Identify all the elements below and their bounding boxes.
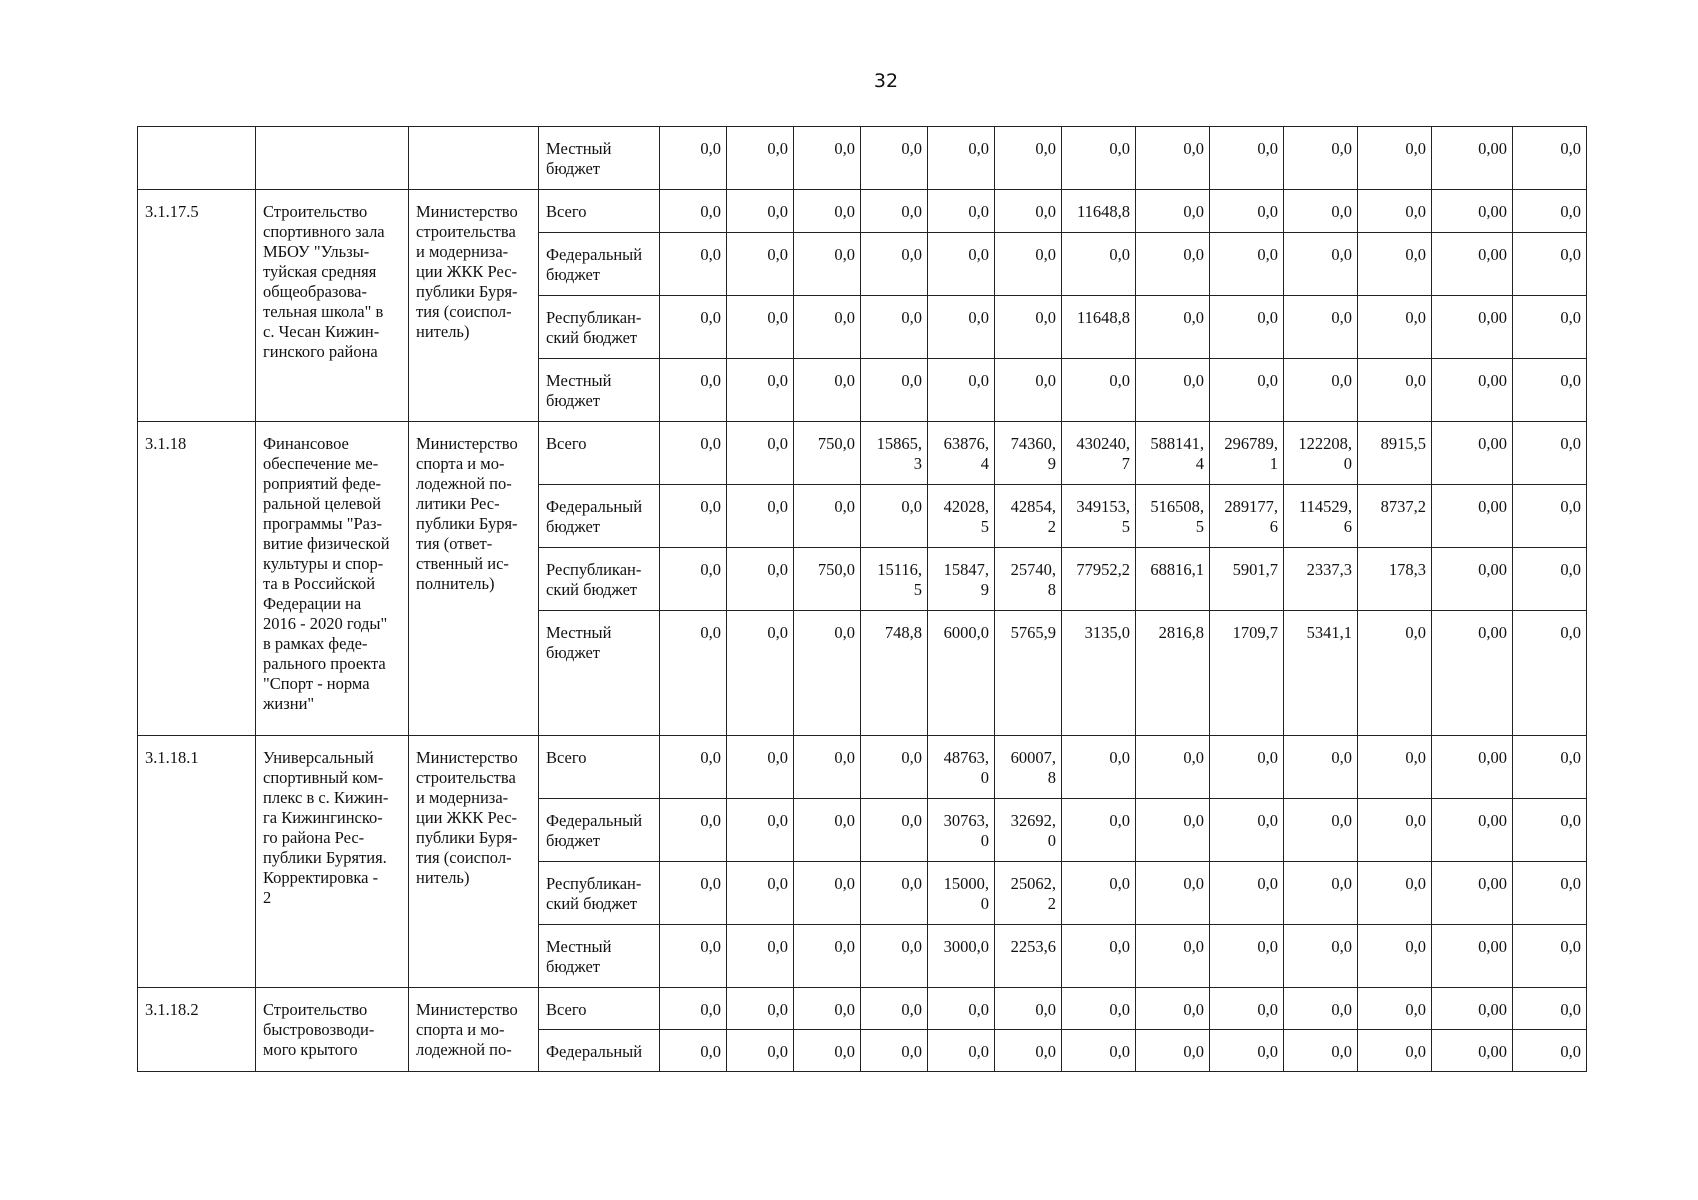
amount-cell: 0,0 xyxy=(861,485,928,548)
amount-cell: 0,0 xyxy=(1284,190,1358,233)
amount-cell: 0,0 xyxy=(995,359,1062,422)
amount-cell: 0,0 xyxy=(1284,925,1358,988)
amount-cell: 0,0 xyxy=(1284,1030,1358,1072)
amount-cell: 0,0 xyxy=(660,925,727,988)
funding-source: Всего xyxy=(539,422,660,485)
amount-cell: 0,0 xyxy=(727,359,794,422)
amount-cell: 0,0 xyxy=(1284,862,1358,925)
amount-cell: 0,0 xyxy=(794,127,861,190)
amount-cell: 0,00 xyxy=(1432,190,1513,233)
funding-source: Всего xyxy=(539,736,660,799)
amount-cell: 3000,0 xyxy=(928,925,995,988)
amount-cell: 0,0 xyxy=(928,233,995,296)
amount-cell: 0,0 xyxy=(1136,1030,1210,1072)
amount-cell: 0,0 xyxy=(727,127,794,190)
amount-cell: 0,0 xyxy=(861,296,928,359)
amount-cell: 0,0 xyxy=(928,127,995,190)
amount-cell: 0,0 xyxy=(727,799,794,862)
amount-cell: 0,0 xyxy=(1358,359,1432,422)
amount-cell: 0,0 xyxy=(660,988,727,1030)
funding-source: Республикан- ский бюджет xyxy=(539,862,660,925)
item-executor: Министерство строительства и модерниза- ции ЖКК Рес- публики Буря- тия (соиспол- нитель) xyxy=(409,190,539,422)
amount-cell: 430240, 7 xyxy=(1062,422,1136,485)
amount-cell: 0,0 xyxy=(1136,799,1210,862)
amount-cell: 5765,9 xyxy=(995,611,1062,736)
amount-cell: 0,00 xyxy=(1432,799,1513,862)
amount-cell: 0,0 xyxy=(1062,862,1136,925)
amount-cell: 0,0 xyxy=(1210,190,1284,233)
amount-cell: 0,0 xyxy=(1513,190,1587,233)
table-row xyxy=(138,422,1587,485)
amount-cell: 0,0 xyxy=(660,233,727,296)
amount-cell: 0,0 xyxy=(1513,988,1587,1030)
amount-cell: 0,0 xyxy=(1513,799,1587,862)
amount-cell: 11648,8 xyxy=(1062,190,1136,233)
amount-cell: 0,0 xyxy=(1513,422,1587,485)
amount-cell: 0,0 xyxy=(660,611,727,736)
amount-cell: 0,0 xyxy=(995,296,1062,359)
amount-cell: 0,0 xyxy=(794,359,861,422)
amount-cell: 0,0 xyxy=(794,485,861,548)
amount-cell: 8915,5 xyxy=(1358,422,1432,485)
amount-cell: 0,0 xyxy=(794,799,861,862)
amount-cell: 2816,8 xyxy=(1136,611,1210,736)
amount-cell: 0,0 xyxy=(727,611,794,736)
amount-cell: 0,0 xyxy=(794,988,861,1030)
amount-cell: 0,0 xyxy=(727,485,794,548)
amount-cell: 15847, 9 xyxy=(928,548,995,611)
amount-cell: 588141, 4 xyxy=(1136,422,1210,485)
funding-source: Федеральный бюджет xyxy=(539,799,660,862)
amount-cell: 0,0 xyxy=(1513,485,1587,548)
amount-cell: 0,0 xyxy=(794,296,861,359)
amount-cell: 0,0 xyxy=(1062,736,1136,799)
amount-cell: 0,0 xyxy=(861,127,928,190)
amount-cell: 0,00 xyxy=(1432,925,1513,988)
amount-cell: 0,0 xyxy=(995,988,1062,1030)
amount-cell: 0,0 xyxy=(1210,1030,1284,1072)
amount-cell: 0,00 xyxy=(1432,359,1513,422)
amount-cell: 15000, 0 xyxy=(928,862,995,925)
amount-cell: 0,0 xyxy=(1513,736,1587,799)
item-executor xyxy=(409,127,539,190)
amount-cell: 0,0 xyxy=(1062,925,1136,988)
amount-cell: 0,00 xyxy=(1432,862,1513,925)
amount-cell: 0,0 xyxy=(1136,862,1210,925)
amount-cell: 1709,7 xyxy=(1210,611,1284,736)
amount-cell: 0,0 xyxy=(727,190,794,233)
amount-cell: 0,0 xyxy=(794,1030,861,1072)
amount-cell: 0,0 xyxy=(1062,359,1136,422)
amount-cell: 0,0 xyxy=(660,485,727,548)
amount-cell: 0,0 xyxy=(727,736,794,799)
amount-cell: 0,0 xyxy=(1513,233,1587,296)
amount-cell: 0,0 xyxy=(1284,233,1358,296)
amount-cell: 0,0 xyxy=(1062,233,1136,296)
amount-cell: 0,0 xyxy=(727,1030,794,1072)
item-code: 3.1.18.1 xyxy=(138,736,256,988)
amount-cell: 0,0 xyxy=(794,925,861,988)
item-code: 3.1.18 xyxy=(138,422,256,736)
amount-cell: 0,00 xyxy=(1432,1030,1513,1072)
amount-cell: 0,0 xyxy=(1513,611,1587,736)
amount-cell: 0,00 xyxy=(1432,422,1513,485)
item-code xyxy=(138,127,256,190)
amount-cell: 63876, 4 xyxy=(928,422,995,485)
amount-cell: 0,0 xyxy=(995,190,1062,233)
amount-cell: 25062, 2 xyxy=(995,862,1062,925)
amount-cell: 0,0 xyxy=(1136,190,1210,233)
amount-cell: 60007, 8 xyxy=(995,736,1062,799)
amount-cell: 0,0 xyxy=(1136,296,1210,359)
amount-cell: 11648,8 xyxy=(1062,296,1136,359)
amount-cell: 74360, 9 xyxy=(995,422,1062,485)
funding-source: Республикан- ский бюджет xyxy=(539,548,660,611)
amount-cell: 296789, 1 xyxy=(1210,422,1284,485)
table-row xyxy=(138,127,1587,190)
amount-cell: 0,0 xyxy=(1210,799,1284,862)
amount-cell: 0,0 xyxy=(1358,190,1432,233)
funding-source: Федеральный бюджет xyxy=(539,233,660,296)
item-name xyxy=(256,127,409,190)
amount-cell: 0,0 xyxy=(1284,736,1358,799)
amount-cell: 5341,1 xyxy=(1284,611,1358,736)
amount-cell: 0,0 xyxy=(727,233,794,296)
amount-cell: 0,0 xyxy=(1136,127,1210,190)
amount-cell: 6000,0 xyxy=(928,611,995,736)
amount-cell: 0,00 xyxy=(1432,233,1513,296)
amount-cell: 122208, 0 xyxy=(1284,422,1358,485)
amount-cell: 0,0 xyxy=(1210,988,1284,1030)
amount-cell: 0,0 xyxy=(1358,296,1432,359)
item-name: Строительство спортивного зала МБОУ "Ульзы- туйская средняя общеобразова- тельная школа" в с. Чесан Кижин- гинского района xyxy=(256,190,409,422)
amount-cell: 750,0 xyxy=(794,422,861,485)
amount-cell: 0,0 xyxy=(1136,736,1210,799)
amount-cell: 748,8 xyxy=(861,611,928,736)
amount-cell: 0,0 xyxy=(1062,1030,1136,1072)
amount-cell: 0,00 xyxy=(1432,548,1513,611)
table-row xyxy=(138,190,1587,233)
amount-cell: 0,0 xyxy=(660,799,727,862)
item-code: 3.1.18.2 xyxy=(138,988,256,1072)
amount-cell: 0,0 xyxy=(1513,359,1587,422)
amount-cell: 0,0 xyxy=(1284,127,1358,190)
amount-cell: 0,0 xyxy=(1358,233,1432,296)
amount-cell: 42028, 5 xyxy=(928,485,995,548)
amount-cell: 25740, 8 xyxy=(995,548,1062,611)
amount-cell: 0,0 xyxy=(1062,988,1136,1030)
amount-cell: 0,00 xyxy=(1432,611,1513,736)
amount-cell: 0,0 xyxy=(1358,862,1432,925)
item-name: Финансовое обеспечение ме- роприятий феде- ральной целевой программы "Раз- витие физической культуры и спор- та в Российской Федерации на 2016 - 2020 годы" в рамках феде- рального проекта "Спорт - норма жизни" xyxy=(256,422,409,736)
table-row xyxy=(138,736,1587,799)
amount-cell: 0,00 xyxy=(1432,988,1513,1030)
amount-cell: 0,0 xyxy=(1358,127,1432,190)
amount-cell: 0,0 xyxy=(1358,736,1432,799)
funding-source: Местный бюджет xyxy=(539,127,660,190)
amount-cell: 0,0 xyxy=(660,1030,727,1072)
amount-cell: 0,0 xyxy=(1210,925,1284,988)
amount-cell: 8737,2 xyxy=(1358,485,1432,548)
funding-source: Всего xyxy=(539,988,660,1030)
amount-cell: 0,0 xyxy=(1513,548,1587,611)
item-executor: Министерство строительства и модерниза- ции ЖКК Рес- публики Буря- тия (соиспол- нитель) xyxy=(409,736,539,988)
amount-cell: 750,0 xyxy=(794,548,861,611)
amount-cell: 0,00 xyxy=(1432,736,1513,799)
amount-cell: 0,0 xyxy=(1358,799,1432,862)
amount-cell: 32692, 0 xyxy=(995,799,1062,862)
amount-cell: 0,0 xyxy=(995,1030,1062,1072)
amount-cell: 0,0 xyxy=(861,233,928,296)
amount-cell: 0,0 xyxy=(1136,233,1210,296)
amount-cell: 0,0 xyxy=(660,862,727,925)
budget-table xyxy=(137,126,1587,1072)
funding-source: Федеральный бюджет xyxy=(539,485,660,548)
amount-cell: 0,0 xyxy=(928,988,995,1030)
amount-cell: 0,0 xyxy=(995,233,1062,296)
amount-cell: 0,0 xyxy=(1513,925,1587,988)
amount-cell: 0,0 xyxy=(727,422,794,485)
funding-source: Федеральный xyxy=(539,1030,660,1072)
amount-cell: 0,0 xyxy=(1210,127,1284,190)
amount-cell: 0,0 xyxy=(1136,925,1210,988)
item-name: Строительство быстровозводи- мого крытого xyxy=(256,988,409,1072)
amount-cell: 0,0 xyxy=(861,988,928,1030)
table-row xyxy=(138,988,1587,1030)
amount-cell: 0,0 xyxy=(727,862,794,925)
amount-cell: 0,0 xyxy=(861,925,928,988)
amount-cell: 0,0 xyxy=(1284,296,1358,359)
amount-cell: 0,0 xyxy=(794,611,861,736)
amount-cell: 0,0 xyxy=(660,296,727,359)
amount-cell: 0,0 xyxy=(794,233,861,296)
funding-source: Местный бюджет xyxy=(539,925,660,988)
amount-cell: 0,0 xyxy=(1513,1030,1587,1072)
amount-cell: 77952,2 xyxy=(1062,548,1136,611)
amount-cell: 0,0 xyxy=(1358,1030,1432,1072)
amount-cell: 0,0 xyxy=(1136,359,1210,422)
amount-cell: 0,0 xyxy=(861,1030,928,1072)
amount-cell: 289177, 6 xyxy=(1210,485,1284,548)
amount-cell: 0,0 xyxy=(727,988,794,1030)
amount-cell: 0,0 xyxy=(1210,862,1284,925)
amount-cell: 0,00 xyxy=(1432,127,1513,190)
amount-cell: 0,0 xyxy=(861,190,928,233)
amount-cell: 0,0 xyxy=(1210,736,1284,799)
funding-source: Местный бюджет xyxy=(539,359,660,422)
amount-cell: 0,0 xyxy=(1358,925,1432,988)
amount-cell: 0,0 xyxy=(660,422,727,485)
item-executor: Министерство спорта и мо- лодежной по- xyxy=(409,988,539,1072)
amount-cell: 0,0 xyxy=(1358,611,1432,736)
amount-cell: 0,0 xyxy=(928,296,995,359)
amount-cell: 68816,1 xyxy=(1136,548,1210,611)
amount-cell: 0,0 xyxy=(1062,127,1136,190)
amount-cell: 0,0 xyxy=(660,127,727,190)
amount-cell: 15865, 3 xyxy=(861,422,928,485)
amount-cell: 0,0 xyxy=(1210,359,1284,422)
amount-cell: 0,0 xyxy=(727,548,794,611)
page-number: 32 xyxy=(873,70,899,92)
amount-cell: 349153, 5 xyxy=(1062,485,1136,548)
amount-cell: 0,0 xyxy=(1284,799,1358,862)
amount-cell: 0,00 xyxy=(1432,296,1513,359)
amount-cell: 0,0 xyxy=(794,736,861,799)
amount-cell: 30763, 0 xyxy=(928,799,995,862)
amount-cell: 0,0 xyxy=(1358,988,1432,1030)
amount-cell: 0,0 xyxy=(1513,127,1587,190)
item-name: Универсальный спортивный ком- плекс в с. Кижин- га Кижингинско- го района Рес- публики Бурятия. Корректировка - 2 xyxy=(256,736,409,988)
amount-cell: 0,0 xyxy=(861,799,928,862)
amount-cell: 0,0 xyxy=(1136,988,1210,1030)
amount-cell: 0,0 xyxy=(727,925,794,988)
amount-cell: 0,0 xyxy=(928,190,995,233)
amount-cell: 0,0 xyxy=(1210,296,1284,359)
amount-cell: 0,0 xyxy=(1284,988,1358,1030)
amount-cell: 0,0 xyxy=(794,190,861,233)
amount-cell: 0,0 xyxy=(660,548,727,611)
amount-cell: 5901,7 xyxy=(1210,548,1284,611)
amount-cell: 0,0 xyxy=(1210,233,1284,296)
amount-cell: 0,0 xyxy=(861,359,928,422)
amount-cell: 0,0 xyxy=(995,127,1062,190)
amount-cell: 0,0 xyxy=(928,359,995,422)
amount-cell: 2253,6 xyxy=(995,925,1062,988)
item-code: 3.1.17.5 xyxy=(138,190,256,422)
amount-cell: 48763, 0 xyxy=(928,736,995,799)
amount-cell: 114529, 6 xyxy=(1284,485,1358,548)
amount-cell: 0,0 xyxy=(1062,799,1136,862)
amount-cell: 0,0 xyxy=(861,736,928,799)
amount-cell: 0,0 xyxy=(727,296,794,359)
amount-cell: 0,0 xyxy=(794,862,861,925)
amount-cell: 0,0 xyxy=(1513,862,1587,925)
funding-source: Всего xyxy=(539,190,660,233)
amount-cell: 516508, 5 xyxy=(1136,485,1210,548)
amount-cell: 178,3 xyxy=(1358,548,1432,611)
amount-cell: 0,0 xyxy=(1513,296,1587,359)
funding-source: Республикан- ский бюджет xyxy=(539,296,660,359)
amount-cell: 0,0 xyxy=(861,862,928,925)
amount-cell: 0,0 xyxy=(660,359,727,422)
amount-cell: 0,0 xyxy=(660,190,727,233)
amount-cell: 15116, 5 xyxy=(861,548,928,611)
amount-cell: 0,0 xyxy=(928,1030,995,1072)
amount-cell: 0,00 xyxy=(1432,485,1513,548)
item-executor: Министерство спорта и мо- лодежной по- литики Рес- публики Буря- тия (ответ- ственный ис- полнитель) xyxy=(409,422,539,736)
amount-cell: 2337,3 xyxy=(1284,548,1358,611)
funding-source: Местный бюджет xyxy=(539,611,660,736)
amount-cell: 0,0 xyxy=(1284,359,1358,422)
amount-cell: 3135,0 xyxy=(1062,611,1136,736)
amount-cell: 0,0 xyxy=(660,736,727,799)
amount-cell: 42854, 2 xyxy=(995,485,1062,548)
